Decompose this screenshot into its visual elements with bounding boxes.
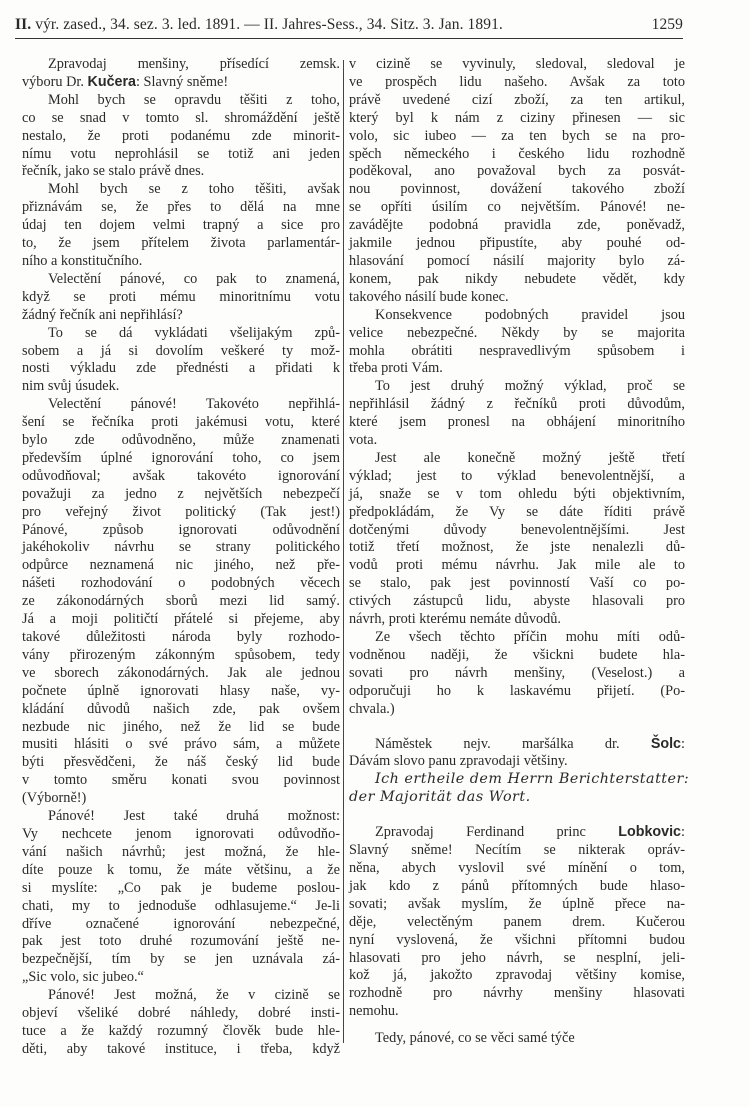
text-line: právě uvedené cizí zboží, za ten artikul, [349, 91, 685, 108]
text-line: Mohl bych se opravdu těšiti z toho, [48, 91, 340, 108]
text-line: kož já, jakožto zpravodaj většiny komise, [349, 967, 685, 984]
text-line: Ich ertheile dem Herrn Berichterstatter: [375, 771, 690, 788]
text-line: dotčenými důvody benevolentnějšími. Jest [349, 521, 685, 538]
text-line: musiti hlásiti o své právo sám, a můžete [22, 736, 340, 753]
text-line: sovati; avšak myslím, že úplně přece na- [349, 895, 685, 912]
text-line: bezpečnější, tím by se jen uznávala zá- [22, 951, 340, 968]
text-line: co se snad v tomto sl. shromáždění ještě [22, 109, 340, 126]
text-line: Velectění pánové! Takovéto nepřihlá- [48, 396, 340, 413]
text-line: Zpravodaj menšiny, přísedící zemsk. [48, 56, 340, 72]
text-line: volo, sic iubeo — za ten bych se na pro- [349, 127, 685, 144]
text-line: Velectění pánové, co pak to znamená, [48, 270, 340, 287]
text-line: Pánové! Jest také druhá možnost: [48, 808, 340, 825]
text-line: hlasování pomocí násilí majority bylo zá- [349, 252, 685, 269]
text-line: díte pouze k tomu, že máte většinu, a že [22, 861, 340, 878]
text-line: nyní vyslovená, že všichni přítomni budou [349, 931, 685, 948]
header-prefix: II. [15, 16, 32, 33]
text-line: děje, velectěným panem drem. Kučerou [349, 913, 685, 930]
text-line: vány přirozeným zákonným spůsobem, tedy [22, 646, 340, 663]
page-number: 1259 [651, 16, 683, 33]
text-line: mohla obrátiti nespravedlivým spůsobem i [349, 342, 685, 359]
text-line: „Sic volo, sic jubeo.“ [22, 969, 144, 986]
text-line: odůvodňoval; avšak takovéto ignorování [22, 467, 340, 484]
text-line: zavádějte podobná pravidla zde, poněvadž, [349, 217, 685, 234]
text-line: Zpravodaj Ferdinand princ Lobkovic: [375, 824, 685, 841]
left-column [22, 56, 340, 1059]
text-line: bylo zde odůvodněno, může znamenati [22, 432, 340, 449]
text-line: pro veřejný život politický (Tak jest!) [22, 503, 340, 520]
running-header [15, 16, 683, 39]
text-line: chati, my to jednoduše odhlasujeme.“ Je-li [22, 897, 340, 914]
column-divider [343, 60, 344, 1043]
text-line: výboru Dr. Kučera: Slavný sněme! [22, 73, 229, 90]
text-line: Pánové! Jest možná, že v cizině se [48, 987, 340, 1004]
text-line: nímu votu neprohlásil se totiž ani jeden [22, 145, 340, 162]
text-line: Tedy, pánové, co se věci samé týče [375, 1030, 575, 1047]
header-text: výr. zased., 34. sez. 3. led. 1891. — II. Jahres-Sess., 34. Sitz. 3. Jan. 1891. [35, 16, 503, 33]
text-line: se opříti úsilím co největším. Pánové! ne- [349, 199, 685, 216]
text-line: der Majorität das Wort. [349, 789, 531, 806]
text-line: hlasovati pro jeho návrh, se nesplní, jeli- [349, 949, 685, 966]
paragraph-gap [349, 807, 685, 824]
text-line: spěch německého i českého lidu rozhodně [349, 145, 685, 162]
text-line: odporučuji ho k laskavému přijetí. (Po- [349, 682, 685, 699]
text-line: řečník, jako se stalo právě dnes. [22, 163, 205, 180]
text-line: sovati pro návrh menšiny, (Veselost.) a [349, 664, 685, 681]
text-line: výklad; jest to výklad benevolentnější, a [349, 467, 685, 484]
text-line: něna, abych vyslovil své mínění o tom, [349, 859, 685, 876]
text-line: Slavný sněme! Necítím se nikterak opráv- [349, 842, 685, 859]
text-line: kládání důvodů našich zde, pak ovšem [22, 700, 340, 717]
text-line: se stalo, pak jest povinností Vaší co po- [349, 575, 685, 592]
text-line: nášeti rozhodování o podobných věcech [22, 575, 340, 592]
text-line: který byl k nám z ciziny přinesen — sic [349, 109, 685, 126]
text-line: (Výborně!) [22, 790, 87, 807]
text-line: To jest druhý možný výklad, proč se [375, 378, 685, 395]
header-session-info [15, 16, 503, 34]
text-line: Jest ale konečně možný ještě třetí [375, 449, 685, 466]
text-line: poděkoval, ano považoval bych za posvát- [349, 163, 685, 180]
text-line: takového násilí bude konec. [349, 288, 509, 305]
text-line: když se proti mému minoritnímu votu [22, 288, 340, 305]
text-line: považuji za jedno z největších nebezpečí [22, 485, 340, 502]
text-line: sobem a já si dovolím veškeré ty mož- [22, 342, 340, 359]
text-line: jak kdo z pánů přítomných bude hlaso- [349, 877, 685, 894]
text-line: objeví všeliké dobré náhledy, dobré insti- [22, 1005, 340, 1022]
text-line: nestalo, že proti podanému zde minorit- [22, 127, 340, 144]
paragraph-gap [349, 1021, 685, 1030]
text-line: přiznávám se, že přes to dělá na mne [22, 199, 340, 216]
text-line: pak jest toto druhé rozumování ještě ne- [22, 933, 340, 950]
text-line: Dávám slovo panu zpravodaji většiny. [349, 753, 568, 770]
text-line: nou povinnost, dovážení takového zboží [349, 181, 685, 198]
text-line: žádný řečník ani nepřihlásí? [22, 306, 183, 323]
text-line: nemohu. [349, 1003, 399, 1020]
text-line: které jsem pronesl na obhájení minoritního [349, 414, 685, 431]
text-line: býti přesvědčeni, že náš český lid bude [22, 754, 340, 771]
text-line: takové důležitosti národa byly rozhodo- [22, 629, 340, 645]
text-line: tuce a že každý rozumný člověk bude hle- [22, 1022, 340, 1039]
text-line: ve prospěch lidu našeho. Avšak za toto [349, 73, 685, 90]
text-line: Konsekvence podobných pravidel jsou [375, 306, 685, 323]
text-line: ního a konstitučního. [22, 252, 143, 269]
text-line: odpůrce neznamená nic jiného, než pře- [22, 557, 340, 574]
text-line: to, že jsem přítelem života parlamentár- [22, 235, 340, 252]
text-line: Mohl bych se z toho těšiti, avšak [48, 181, 340, 198]
text-line: nosti výkladu zde přednésti a přidati k [22, 360, 340, 377]
text-line: jakéhokoliv návrhu se strany politického [22, 539, 340, 556]
text-line: počnete úplně ignorovati hlasy naše, vy- [22, 682, 340, 699]
paragraph-gap [349, 719, 685, 736]
text-line: děti, aby takové instituce, i třeba, když [22, 1040, 340, 1057]
text-line: nepřihlásil žádný z řečníků proti důvodům, [349, 396, 685, 413]
text-line: ctivých zástupců lidu, abyste hlasovali pro [349, 593, 685, 610]
text-line: konem, pak nikdy nebudete vědět, kdy [349, 270, 685, 287]
text-line: Náměstek nejv. maršálka dr. Šolc: [375, 735, 685, 752]
text-line: nim svůj úsudek. [22, 378, 120, 395]
speaker-name: Šolc [650, 735, 682, 752]
text-line: vání našich návrhů; jest možná, že hle- [22, 843, 340, 860]
text-line: vota. [349, 432, 378, 449]
text-line: v tomto směru konati svou povinnost [22, 772, 340, 789]
text-line: ze zákonodárných sborů mezi lid samý. [22, 593, 340, 610]
text-line: dříve označené ignorování nebezpečné, [22, 915, 340, 932]
text-line: třeba proti Vám. [349, 360, 443, 377]
text-line: šení se řečníka proti jakémusi votu, které [22, 414, 340, 431]
text-line: návrh, proti kterému nemáte důvodů. [349, 611, 562, 628]
text-line: předpokládám, že Vy se dáte říditi právě [349, 503, 685, 520]
text-line: vodněnou naději, že všickni budete hla- [349, 646, 685, 663]
text-line: chvala.) [349, 700, 395, 717]
right-column [349, 56, 690, 1048]
text-line: vodů proti mému návrhu. Jak mile ale to [349, 557, 685, 574]
text-line: To se dá vykládati všelijakým způ- [48, 324, 340, 341]
text-line: Pánové, způsob ignorovati odůvodnění [22, 521, 340, 538]
text-line: Ze všech těchto příčin mohu míti odů- [375, 629, 685, 645]
text-line: já, snaže se v tom ohledu býti objektivním, [349, 485, 685, 502]
text-line: Já a moji političtí přátelé si přejeme, aby [22, 611, 340, 628]
text-line: údaj ten dojem velmi trapný a sice pro [22, 217, 340, 234]
text-line: především úplné ignorování toho, co jsem [22, 449, 340, 466]
text-line: si myslíte: „Co pak je budeme poslou- [22, 879, 340, 896]
text-line: velice nebezpečné. Někdy by se majorita [349, 324, 685, 341]
speaker-name: Lobkovic [618, 824, 682, 841]
speaker-name: Kučera [87, 73, 137, 90]
text-line: jakmile jednou připustíte, aby pouhé od- [349, 235, 685, 252]
text-line: rozhodně pro návrhy menšiny hlasovati [349, 985, 685, 1002]
text-line: v cizině se vyvinuly, sledoval, sledoval je [349, 56, 685, 72]
text-line: Vy nechcete jenom ignorovati odůvodňo- [22, 825, 340, 842]
text-line: nezbude nic jiného, než že lid se bude [22, 718, 340, 735]
text-line: ve sborech zákonodárných. Jak ale jednou [22, 664, 340, 681]
text-line: totiž třetí možnost, že jste nenalezli dů- [349, 539, 685, 556]
